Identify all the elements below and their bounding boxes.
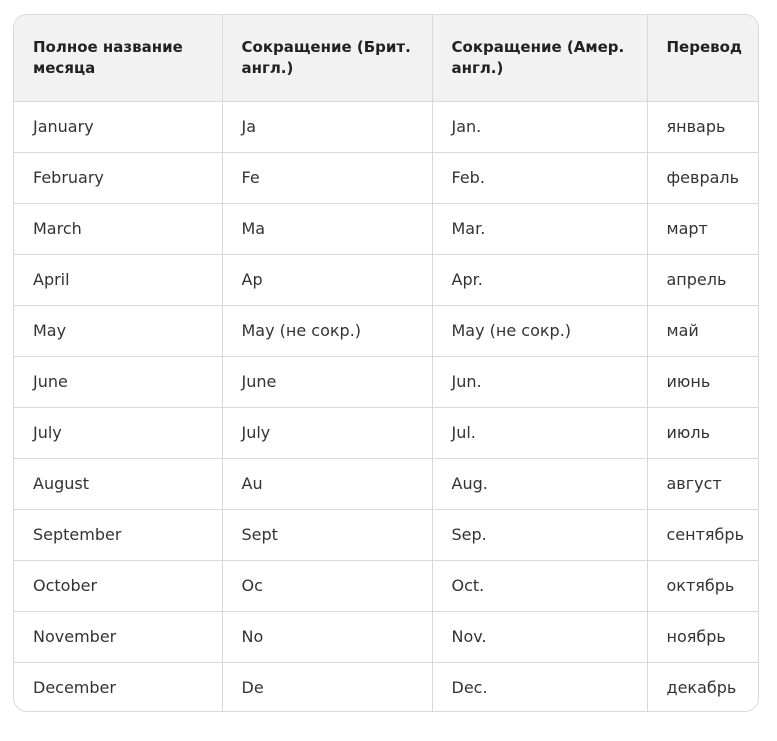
table-row — [14, 356, 758, 407]
cell-translation: июль — [647, 407, 758, 458]
cell-translation: октябрь — [647, 560, 758, 611]
table-row — [14, 662, 758, 712]
cell-british-abbr: June — [222, 356, 432, 407]
table-body — [14, 101, 758, 712]
cell-translation: январь — [647, 101, 758, 152]
cell-full-name: January — [14, 101, 222, 152]
table-row — [14, 152, 758, 203]
table-row — [14, 560, 758, 611]
table-row — [14, 458, 758, 509]
header-british-abbr: Сокращение (Брит. англ.) — [222, 15, 432, 101]
cell-translation: май — [647, 305, 758, 356]
cell-american-abbr: May (не сокр.) — [432, 305, 647, 356]
table-row — [14, 509, 758, 560]
cell-american-abbr: Sep. — [432, 509, 647, 560]
cell-british-abbr: Ja — [222, 101, 432, 152]
cell-american-abbr: Feb. — [432, 152, 647, 203]
table-row — [14, 203, 758, 254]
cell-full-name: March — [14, 203, 222, 254]
cell-translation: август — [647, 458, 758, 509]
cell-full-name: July — [14, 407, 222, 458]
months-table-container — [13, 14, 759, 712]
header-american-abbr: Сокращение (Амер. англ.) — [432, 15, 647, 101]
cell-american-abbr: Oct. — [432, 560, 647, 611]
cell-american-abbr: Mar. — [432, 203, 647, 254]
table-header — [14, 15, 758, 101]
cell-american-abbr: Aug. — [432, 458, 647, 509]
cell-full-name: April — [14, 254, 222, 305]
cell-full-name: February — [14, 152, 222, 203]
cell-american-abbr: Nov. — [432, 611, 647, 662]
cell-british-abbr: Oc — [222, 560, 432, 611]
cell-full-name: May — [14, 305, 222, 356]
cell-american-abbr: Jul. — [432, 407, 647, 458]
months-table — [14, 15, 758, 712]
cell-british-abbr: Au — [222, 458, 432, 509]
cell-translation: декабрь — [666, 678, 737, 698]
cell-translation: март — [647, 203, 758, 254]
cell-british-abbr: July — [222, 407, 432, 458]
table-row — [14, 407, 758, 458]
cell-full-name: November — [14, 611, 222, 662]
cell-british-abbr: No — [222, 611, 432, 662]
cell-american-abbr: Jun. — [432, 356, 647, 407]
cell-american-abbr: Apr. — [432, 254, 647, 305]
cell-british-abbr: Sept — [222, 509, 432, 560]
table-row — [14, 101, 758, 152]
cell-american-abbr: Dec. — [432, 662, 647, 712]
cell-american-abbr: Jan. — [432, 101, 647, 152]
cell-translation: сентябрь — [647, 509, 758, 560]
table-row — [14, 611, 758, 662]
header-full-name: Полное название месяца — [14, 15, 222, 101]
cell-british-abbr: Ma — [222, 203, 432, 254]
cell-british-abbr: Fe — [222, 152, 432, 203]
cell-british-abbr: May (не сокр.) — [222, 305, 432, 356]
cell-full-name: September — [14, 509, 222, 560]
header-translation: Перевод — [647, 15, 758, 101]
cell-translation: июнь — [647, 356, 758, 407]
cell-full-name: December — [14, 662, 222, 712]
table-row — [14, 254, 758, 305]
cell-translation: ноябрь — [647, 611, 758, 662]
table-row — [14, 305, 758, 356]
cell-full-name: June — [14, 356, 222, 407]
header-row — [14, 15, 758, 101]
cell-full-name: October — [14, 560, 222, 611]
cell-british-abbr: Ap — [222, 254, 432, 305]
cell-translation: февраль — [647, 152, 758, 203]
cell-translation: апрель — [647, 254, 758, 305]
cell-full-name: August — [14, 458, 222, 509]
cell-british-abbr: De — [222, 662, 432, 712]
